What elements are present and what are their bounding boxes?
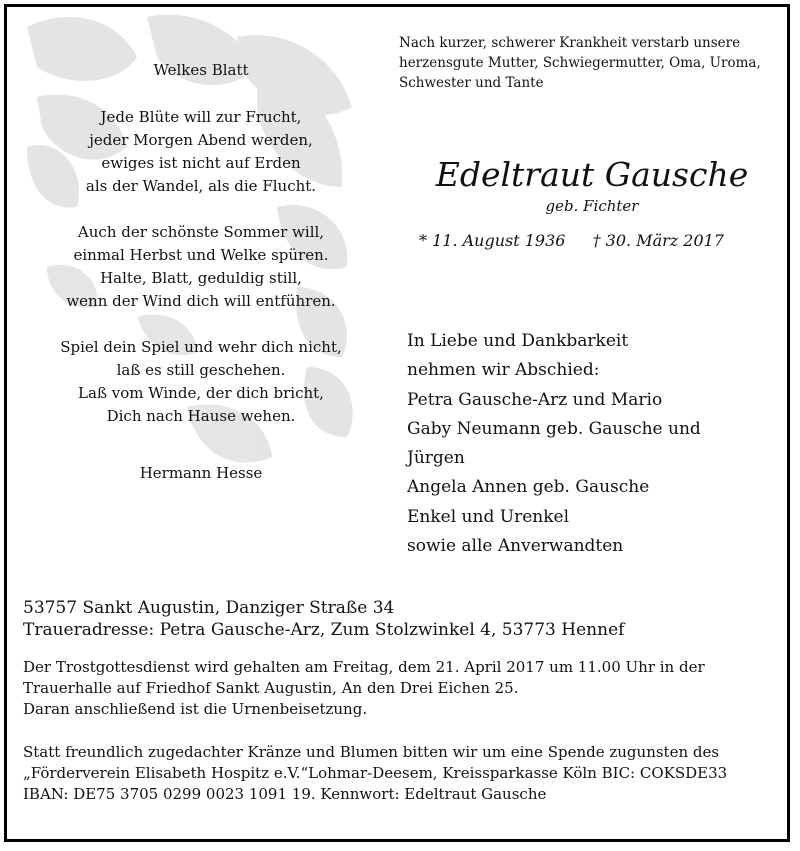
address-block: [23, 597, 783, 641]
donation-info: [23, 742, 783, 805]
poem-line: laß es still geschehen.: [116, 361, 286, 379]
service-info: [23, 657, 783, 720]
service-line: Daran anschließend ist die Urnenbeisetzung.: [23, 700, 368, 718]
mourners-line: In Liebe und Dankbarkeit: [407, 331, 629, 351]
mourners-line: Jürgen: [407, 448, 465, 469]
poem-line: Spiel dein Spiel und wehr dich nicht,: [60, 338, 342, 356]
poem-line: Laß vom Winde, der dich bricht,: [78, 384, 324, 402]
address-line: Traueradresse: Petra Gausche-Arz, Zum Stolzwinkel 4, 53773 Hennef: [23, 620, 625, 640]
birth-name: geb. Fichter: [545, 197, 639, 215]
death-date: † 30. März 2017: [592, 231, 724, 250]
service-line: Trauerhalle auf Friedhof Sankt Augustin, An den Drei Eichen 25.: [23, 679, 519, 697]
intro-line: herzensgute Mutter, Schwiegermutter, Oma, Uroma,: [399, 55, 761, 71]
intro-line: Schwester und Tante: [399, 75, 544, 91]
mourners-line: sowie alle Anverwandten: [407, 536, 624, 557]
poem-line: jeder Morgen Abend werden,: [89, 131, 313, 149]
poem-line: Jede Blüte will zur Frucht,: [100, 108, 302, 126]
mourners-line: Enkel und Urenkel: [407, 506, 570, 527]
poem-stanza-2: [31, 221, 371, 313]
poem-line: Dich nach Hause wehen.: [106, 407, 296, 425]
donation-line: Statt freundlich zugedachter Kränze und Blumen bitten wir um eine Spende zugunsten des: [23, 743, 720, 761]
service-line: Der Trostgottesdienst wird gehalten am Freitag, dem 21. April 2017 um 11.00 Uhr in der: [23, 658, 705, 676]
poem-title: Welkes Blatt: [153, 61, 249, 79]
poem-line: einmal Herbst und Welke spüren.: [73, 246, 329, 264]
mourners-line: Petra Gausche-Arz und Mario: [407, 389, 663, 410]
poem-line: ewiges ist nicht auf Erden: [101, 154, 301, 172]
life-dates: [419, 231, 779, 250]
birth-date: * 11. August 1936: [419, 231, 566, 250]
mourners-line: nehmen wir Abschied:: [407, 360, 600, 381]
poem-stanza-1: [31, 106, 371, 198]
poem-stanza-3: [31, 336, 371, 428]
poem-line: wenn der Wind dich will entführen.: [66, 292, 336, 310]
address-line: 53757 Sankt Augustin, Danziger Straße 34: [23, 598, 395, 618]
mourners-line: Gaby Neumann geb. Gausche und: [407, 418, 701, 439]
poem-line: Halte, Blatt, geduldig still,: [100, 269, 302, 287]
poem-line: als der Wandel, als die Flucht.: [85, 177, 317, 195]
deceased-name: Edeltraut Gausche: [435, 155, 749, 194]
poem: [31, 59, 371, 485]
intro-line: Nach kurzer, schwerer Krankheit verstarb unsere: [399, 35, 741, 51]
intro-text: [399, 33, 779, 93]
poem-line: Auch der schönste Sommer will,: [77, 223, 325, 241]
donation-line: „Förderverein Elisabeth Hospitz e.V.“Lohmar-Deesem, Kreissparkasse Köln BIC: COKSDE33: [23, 764, 728, 782]
mourners-line: Angela Annen geb. Gausche: [407, 477, 650, 498]
poem-author: Hermann Hesse: [139, 464, 263, 482]
donation-line: IBAN: DE75 3705 0299 0023 1091 19. Kennwort: Edeltraut Gausche: [23, 785, 547, 803]
mourners-list: [407, 327, 787, 561]
obituary-notice: [4, 4, 790, 842]
